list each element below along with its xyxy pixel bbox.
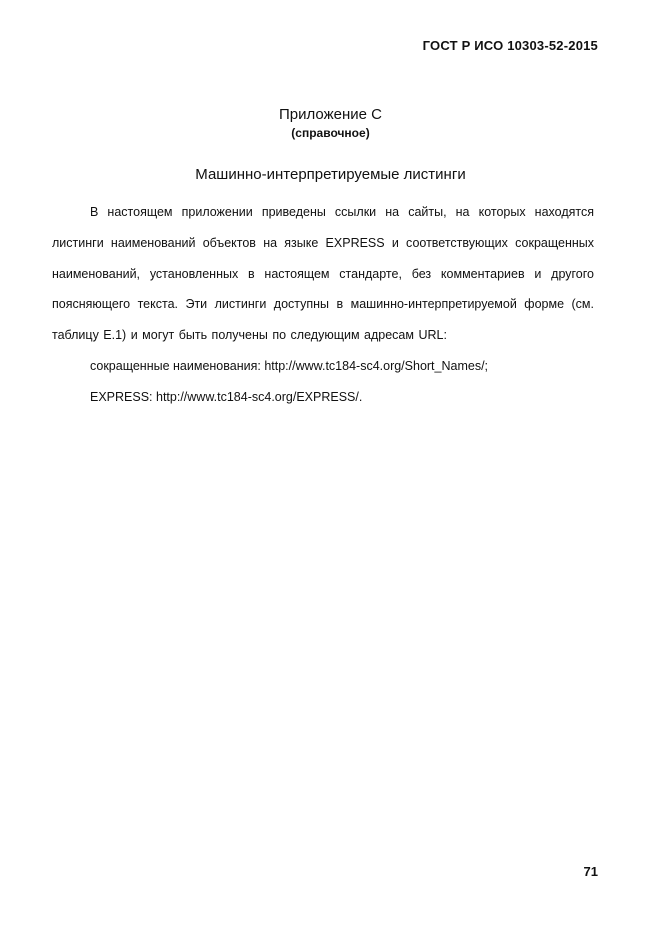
body-text (52, 197, 594, 413)
annex-title: Приложение С (279, 106, 382, 123)
short-names-url-line: сокращенные наименования: http://www.tc184-sc4.org/Short_Names/; (90, 358, 489, 373)
document-header: ГОСТ Р ИСО 10303-52-2015 (422, 38, 598, 53)
annex-kind: (справочное) (291, 126, 370, 140)
express-url-line: EXPRESS: http://www.tc184-sc4.org/EXPRESS/. (90, 389, 363, 404)
intro-paragraph: В настоящем приложении приведены ссылки на сайты, на которых находятся листинги наименований объектов на языке EXPRESS и соответствующих сокращенных наименований, установленных в настоящем стандарте, без комментариев и другого поясняющего текста. Эти листинги доступны в машинно-интерпретируемой форме (см. таблицу Е.1) и могут быть получены по следующим адресам URL: (52, 205, 594, 343)
page-number: 71 (583, 864, 598, 879)
section-title: Машинно-интерпретируемые листинги (195, 166, 466, 183)
